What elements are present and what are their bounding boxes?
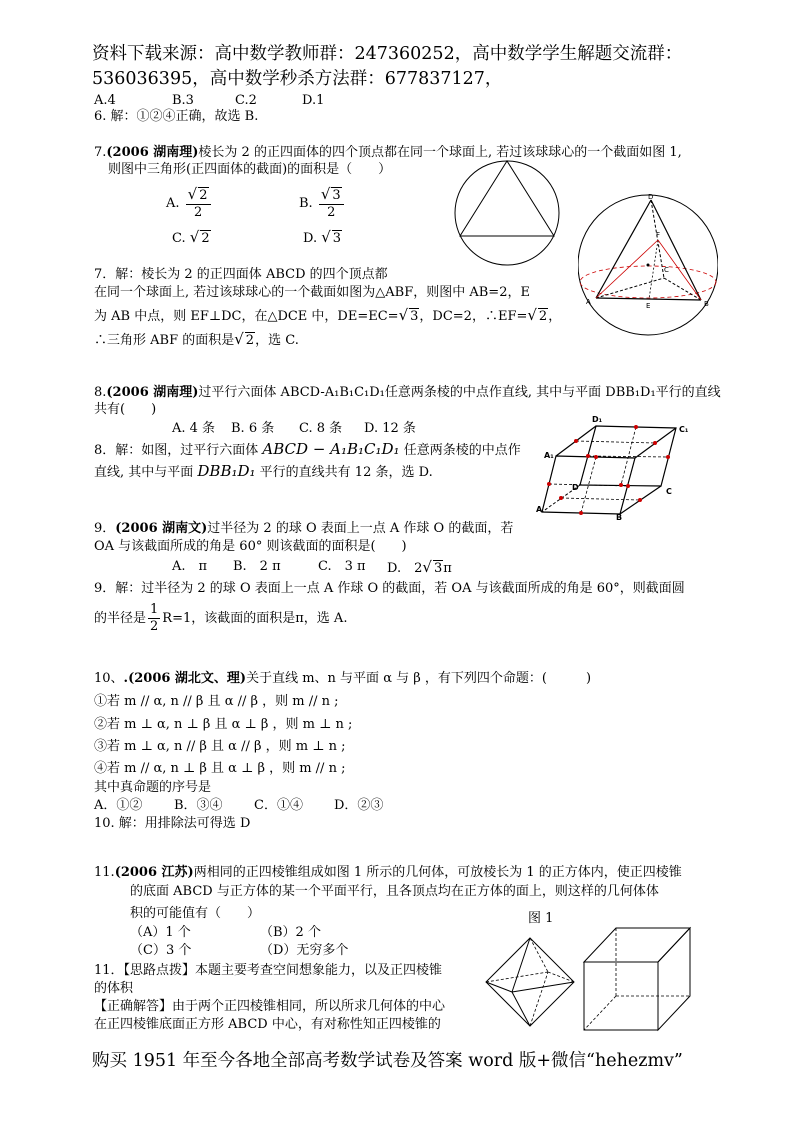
q7-option-d-label: D. bbox=[303, 231, 318, 246]
q10-proposition-4: ④若 m // α, n ⊥ β 且 α ⊥ β ，则 m // n ; bbox=[94, 761, 346, 776]
q9-question-line-2: OA 与该截面所成的角是 60° 则该截面的面积是( ) bbox=[94, 539, 407, 554]
q10-text-1: 关于直线 m、n 与平面 α 与 β ，有下列四个命题：( ) bbox=[246, 671, 592, 686]
q7-option-d-radicand: 3 bbox=[332, 231, 342, 246]
q8-option-c: C. 8 条 bbox=[299, 421, 343, 436]
q8-parallelepiped-figure bbox=[536, 412, 696, 520]
q7-option-a-radicand: 2 bbox=[199, 188, 208, 203]
q8-option-a: A. 4 条 bbox=[172, 421, 216, 436]
q7-option-a-fraction: $\frac{√ 2}{2}$ bbox=[186, 186, 211, 221]
q7-question-line-2: 则图中三角形(正四面体的截面)的面积是（ ） bbox=[108, 162, 392, 177]
q7-option-b-denominator: 2 bbox=[327, 205, 336, 220]
q7-option-a-label: A. bbox=[166, 196, 180, 211]
q11-option-c: （C）3 个 bbox=[130, 943, 192, 958]
q7-option-d: D. √ 3 bbox=[303, 228, 342, 246]
q10-option-b: B．③④ bbox=[174, 798, 223, 813]
q11-solution-3: 【正确解答】由于两个正四棱锥相同，所以所求几何体的中心 bbox=[94, 999, 446, 1014]
q9-question-line-1 bbox=[94, 520, 513, 538]
q8-fig-label-a: A bbox=[536, 505, 543, 514]
q11-number: 11. bbox=[94, 865, 115, 880]
q6-option-b: B.3 bbox=[172, 93, 194, 108]
q8-solution-1b: ABCD − A₁B₁C₁D₁ bbox=[262, 440, 400, 458]
q7-solution-3: 为 AB 中点，则 EF⊥DC，在△DCE 中，DE=EC=√ 3，DC=2，∴EF=√ 2， bbox=[94, 306, 562, 324]
q8-fig-label-b: B bbox=[616, 513, 623, 520]
q7-sphere-tetrahedron-figure bbox=[578, 190, 718, 340]
q8-option-d: D. 12 条 bbox=[364, 421, 416, 436]
q10-source: .(2006 湖北文、理) bbox=[123, 671, 247, 686]
q7-solution-4b: ，选 C. bbox=[255, 333, 299, 348]
q8-solution-2a: 直线, 其中与平面 bbox=[94, 465, 194, 480]
q8-fig-label-d1: D₁ bbox=[592, 415, 603, 424]
q9-solution-2b: R=1，该截面的面积是π，选 A. bbox=[162, 611, 348, 626]
q11-text-1: 两相同的正四棱锥组成如图 1 所示的几何体，可放棱长为 1 的正方体内，使正四棱锥 bbox=[193, 865, 682, 880]
q7-source: (2006 湖南理) bbox=[106, 145, 199, 160]
q7-option-a-denominator: 2 bbox=[193, 205, 203, 220]
q7-option-b-fraction: $\frac{√ 3}{2}$ bbox=[319, 186, 344, 221]
q7-circle-triangle-figure bbox=[450, 160, 570, 270]
q8-text-1: 过平行六面体 ABCD-A₁B₁C₁D₁任意两条棱的中点作直线, 其中与平面 DBB₁D₁平行的直线 bbox=[198, 385, 721, 400]
q7-option-a bbox=[166, 186, 213, 221]
q7-solution-3-rad: 3 bbox=[410, 309, 419, 324]
q7-fig-label-a: A bbox=[586, 298, 591, 306]
q7-solution-4a: ∴三角形 ABF 的面积是 bbox=[94, 333, 235, 348]
q9-solution-1: 9．解：过半径为 2 的球 O 表面上一点 A 作球 O 的截面，若 OA 与该截面所成的角是 60°，则截面圆 bbox=[94, 581, 685, 596]
footer-line: 购买 1951 年至今各地全部高考数学试卷及答案 word 版+微信“hehezmv” bbox=[92, 1051, 683, 1071]
header-line-1: 资料下载来源：高中数学教师群：247360252，高中数学学生解题交流群： bbox=[92, 44, 683, 64]
q7-question-line-1 bbox=[94, 144, 682, 162]
q11-solution-1: 11．【思路点拨】本题主要考查空间想象能力，以及正四棱锥 bbox=[94, 963, 443, 978]
q9-solution-denominator: 2 bbox=[150, 619, 159, 634]
q8-fig-label-c1: C₁ bbox=[679, 425, 689, 434]
q7-option-b bbox=[299, 186, 346, 221]
q7-solution-3a: 为 AB 中点，则 EF⊥DC，在△DCE 中，DE=EC= bbox=[94, 309, 399, 324]
q8-solution-1a: 8．解：如图，过平行六面体 bbox=[94, 443, 259, 458]
q8-question-line-1 bbox=[94, 384, 721, 402]
q7-text-1: 棱长为 2 的正四面体的四个顶点都在同一个球面上, 若过该球球心的一个截面如图 1, bbox=[198, 145, 682, 160]
q11-source: (2006 江苏) bbox=[114, 865, 194, 880]
q8-solution-2b: DBB₁D₁ bbox=[197, 462, 256, 480]
q11-cube-figure bbox=[582, 926, 694, 1034]
q10-ask: 其中真命题的序号是 bbox=[94, 780, 212, 795]
q6-option-d: D.1 bbox=[302, 93, 325, 108]
q6-solution: 6. 解：①②④正确，故选 B. bbox=[94, 109, 259, 124]
q8-number: 8. bbox=[94, 385, 107, 400]
q6-option-a: A.4 bbox=[94, 93, 116, 108]
q8-solution-1c: 任意两条棱的中点作 bbox=[403, 443, 521, 458]
q7-fig-label-e: E bbox=[646, 302, 651, 310]
q8-solution-1 bbox=[94, 440, 521, 460]
q8-source: (2006 湖南理) bbox=[106, 385, 199, 400]
q8-solution-2 bbox=[94, 462, 433, 482]
q9-solution-2a: 的半径是 bbox=[94, 611, 147, 626]
q10-proposition-3: ③若 m ⊥ α, n // β 且 α // β ，则 m ⊥ n ; bbox=[94, 739, 346, 754]
q10-question-line-1 bbox=[94, 670, 591, 688]
q9-option-b: B. 2 π bbox=[233, 559, 281, 574]
q7-fig-label-c: C bbox=[664, 266, 669, 274]
q11-solution-4: 在正四棱锥底面正方形 ABCD 中心，有对称性知正四棱锥的 bbox=[94, 1017, 441, 1032]
q9-option-d-tail: π bbox=[443, 561, 452, 576]
q8-question-line-2: 共有( ) bbox=[94, 402, 157, 417]
q7-fig-label-f: F bbox=[656, 231, 661, 239]
q6-option-c: C.2 bbox=[235, 93, 257, 108]
q7-solution-2: 在同一个球面上, 若过该球球心的一个截面如图为△ABF，则图中 AB=2，E bbox=[94, 285, 530, 300]
q11-solution-2: 的体积 bbox=[94, 981, 134, 996]
q9-text-1: 过半径为 2 的球 O 表面上一点 A 作球 O 的截面，若 bbox=[207, 521, 514, 536]
q11-figure-caption: 图 1 bbox=[528, 911, 554, 926]
q7-fig-label-d: D bbox=[648, 193, 654, 201]
q10-number: 10、 bbox=[94, 671, 124, 686]
q9-source: (2006 湖南文) bbox=[115, 521, 208, 536]
q7-option-c: C. √ 2 bbox=[172, 228, 210, 246]
q7-solution-3b: ，DC=2，∴EF= bbox=[419, 309, 528, 324]
q11-question-line-1 bbox=[94, 864, 682, 882]
q7-number: 7. bbox=[94, 145, 107, 160]
q10-solution: 10. 解：用排除法可得选 D bbox=[94, 816, 251, 831]
q7-solution-4-rad: 2 bbox=[245, 333, 255, 348]
q7-option-c-radicand: 2 bbox=[201, 231, 210, 246]
q11-question-line-3: 积的可能值有（ ） bbox=[130, 906, 261, 921]
q9-option-c: C. 3 π bbox=[318, 559, 366, 574]
q8-fig-label-c: C bbox=[666, 487, 672, 496]
q11-option-d: （D）无穷多个 bbox=[260, 943, 349, 958]
q10-proposition-2: ②若 m ⊥ α, n ⊥ β 且 α ⊥ β ，则 m ⊥ n ; bbox=[94, 717, 353, 732]
q10-option-c: C．①④ bbox=[254, 798, 303, 813]
q9-solution-numerator: 1 bbox=[150, 602, 159, 617]
q8-solution-2c: 平行的直线共有 12 条，选 D. bbox=[259, 465, 433, 480]
q9-option-a: A. π bbox=[172, 559, 208, 574]
q11-option-b: （B）2 个 bbox=[260, 925, 321, 940]
q9-solution-2 bbox=[94, 602, 347, 636]
q11-octahedron-figure bbox=[484, 936, 576, 1028]
q9-solution-fraction bbox=[148, 602, 160, 635]
q8-fig-label-a1: A₁ bbox=[544, 451, 554, 460]
q7-fig-label-b: B bbox=[704, 300, 709, 308]
header-line-2: 536036395，高中数学秒杀方法群：677837127， bbox=[92, 69, 503, 89]
q7-option-b-radicand: 3 bbox=[332, 188, 341, 203]
q7-solution-1: 7．解：棱长为 2 的正四面体 ABCD 的四个顶点都 bbox=[94, 267, 388, 282]
q8-option-b: B. 6 条 bbox=[231, 421, 275, 436]
q9-option-d-radicand: 3 bbox=[433, 561, 443, 576]
q7-option-c-label: C. bbox=[172, 231, 186, 246]
q10-option-a: A．①② bbox=[94, 798, 143, 813]
q7-solution-4: ∴三角形 ABF 的面积是√ 2，选 C. bbox=[94, 330, 299, 348]
q7-option-b-label: B. bbox=[299, 196, 313, 211]
q10-proposition-1: ①若 m // α, n // β 且 α // β ，则 m // n ; bbox=[94, 694, 339, 709]
q9-option-d-prefix: D. 2 bbox=[387, 561, 423, 576]
q10-option-d: D．②③ bbox=[334, 798, 384, 813]
q7-solution-3c: ， bbox=[548, 309, 562, 324]
q7-solution-3-rad2: 2 bbox=[538, 309, 548, 324]
q11-question-line-2: 的底面 ABCD 与正方体的某一个平面平行，且各顶点均在正方体的面上，则这样的几何体体 bbox=[130, 884, 659, 899]
q11-option-a: （A）1 个 bbox=[130, 925, 191, 940]
q8-fig-label-d: D bbox=[572, 483, 579, 492]
q9-option-d: D. 2√ 3π bbox=[387, 558, 452, 576]
q9-number: 9． bbox=[94, 521, 116, 536]
